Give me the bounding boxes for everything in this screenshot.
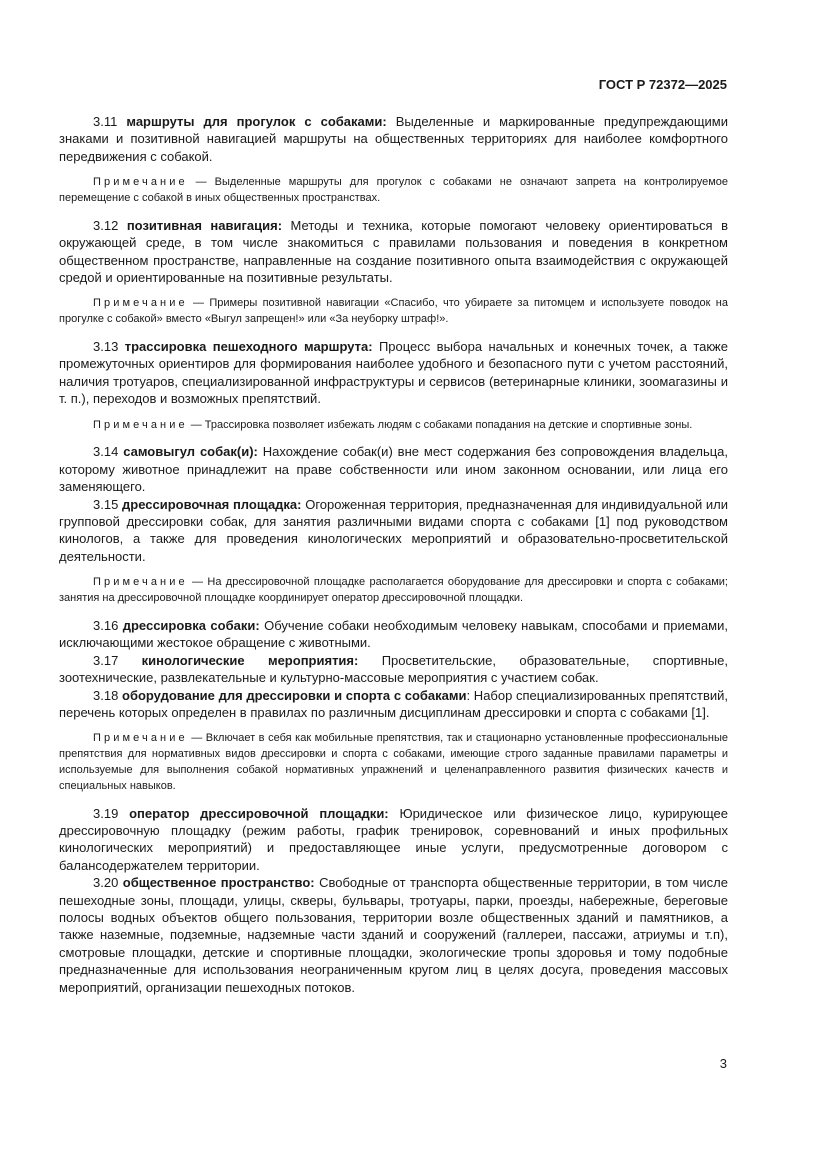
clause-number: 3.15 bbox=[93, 496, 119, 512]
definition-3-13 bbox=[59, 338, 728, 408]
clause-number: 3.12 bbox=[93, 217, 119, 233]
clause-number: 3.20 bbox=[93, 875, 119, 891]
definition-text: Обучение собаки необходимым человеку навыкам, способами и приемами, исключающими жестокое обращение с животными. bbox=[59, 617, 728, 651]
term: самовыгул собак(и): bbox=[123, 444, 258, 460]
clause-number: 3.18 bbox=[93, 687, 119, 703]
definition-text: : Набор специализированных препятствий, перечень которых определен в правилах по различным дисциплинам дрессировки и спорта с собаками [1]. bbox=[59, 687, 728, 720]
term: кинологические мероприятия: bbox=[141, 652, 359, 668]
term: дрессировка собаки: bbox=[122, 617, 260, 633]
note-text: — Выделенные маршруты для прогулок с собаками не означают запрета на контролируемое перемещение с собакой в иных общественных пространствах. bbox=[59, 176, 728, 205]
clause-number: 3.13 bbox=[93, 339, 119, 355]
note-3-12 bbox=[59, 296, 728, 328]
term: оборудование для дрессировки и спорта с собаками bbox=[122, 687, 467, 703]
clause-number: 3.16 bbox=[93, 617, 119, 633]
term: дрессировочная площадка: bbox=[122, 496, 302, 512]
document-body bbox=[59, 113, 728, 996]
term: оператор дрессировочной площадки: bbox=[129, 805, 389, 821]
note-3-15 bbox=[59, 575, 728, 607]
definition-text: Просветительские, образовательные, спортивные, зоотехнические, развлекательные и культурно-массовые мероприятия с участием собак. bbox=[59, 652, 728, 686]
definition-text: Процесс выбора начальных и конечных точек, а также промежуточных ориентиров для формирования наиболее удобного и безопасного пути с учетом расстояний, наличия тротуаров, специализированной инфраструктуры и сервисов (ветеринарные клиники, зоомагазины и т. п.), переходов и возможных препятствий. bbox=[59, 339, 728, 407]
note-text: — Включает в себя как мобильные препятствия, так и стационарно установленные профессиональные препятствия для нормативных видов дрессировки и спорта с собаками, имеющие строго заданные правилами параметры и используемые для выполнения собакой нормативных упражнений и целенаправленного развития физических качеств и специальных навыков. bbox=[59, 732, 728, 792]
definition-3-19 bbox=[59, 805, 728, 875]
definition-3-17 bbox=[59, 652, 728, 687]
note-label: Примечание bbox=[93, 576, 188, 589]
definition-3-16 bbox=[59, 617, 728, 652]
term: маршруты для прогулок с собаками: bbox=[126, 114, 387, 129]
note-text: — Трассировка позволяет избежать людям с собаками попадания на детские и спортивные зоны. bbox=[190, 418, 693, 431]
term: общественное пространство: bbox=[122, 875, 315, 891]
term: позитивная навигация: bbox=[126, 217, 283, 233]
note-text: — Примеры позитивной навигации «Спасибо, что убираете за питомцем и используете поводок на прогулке с собакой» вместо «Выгул запрещен!» или «За неуборку штраф!». bbox=[59, 297, 728, 326]
note-text: — На дрессировочной площадке располагается оборудование для дрессировки и спорта с собаками; занятия на дрессировочной площадке координирует оператор дрессировочной площадки. bbox=[59, 576, 728, 605]
note-label: Примечание bbox=[93, 732, 188, 745]
document-header: ГОСТ Р 72372—2025 bbox=[598, 77, 727, 92]
note-label: Примечание bbox=[93, 418, 188, 431]
term: трассировка пешеходного маршрута: bbox=[124, 339, 373, 355]
note-label: Примечание bbox=[93, 297, 188, 310]
clause-number: 3.11 bbox=[93, 114, 118, 129]
note-label: Примечание bbox=[93, 176, 188, 189]
note-3-11 bbox=[59, 175, 728, 207]
definition-3-12 bbox=[59, 217, 728, 287]
definition-3-11 bbox=[59, 113, 728, 165]
note-3-13 bbox=[59, 418, 728, 434]
clause-number: 3.19 bbox=[93, 805, 119, 821]
definition-3-14 bbox=[59, 443, 728, 495]
clause-number: 3.17 bbox=[93, 652, 119, 668]
definition-text: Методы и техника, которые помогают человеку ориентироваться в окружающей среде, в том числе знакомиться с правилами пользования и поведения в конкретном общественном пространстве, направленные на создание позитивного опыта взаимодействия с окружающей средой и ориентированные на позитивные результаты. bbox=[59, 217, 728, 286]
definition-text: Выделенные и маркированные предупреждающими знаками и позитивной навигацией маршруты на общественных территориях для наиболее комфортного передвижения с собакой. bbox=[59, 114, 728, 164]
page-number: 3 bbox=[719, 1056, 727, 1071]
definition-text: Свободные от транспорта общественные территории, в том числе пешеходные зоны, площади, улицы, скверы, бульвары, тротуары, парки, проезды, набережные, береговые полосы водных объектов общего пользования, территории возле общественных зданий и памятников, а также наземные, подземные, надземные части зданий и сооружений (галлереи, пассажи, атриумы и т.п), смотровые площадки, детские и спортивные площадки, экологические тропы здоровья и тому подобные предназначенные для использования неограниченным кругом лиц в целях досуга, проведения массовых мероприятий, организации пешеходных потоков. bbox=[59, 875, 728, 995]
note-3-18 bbox=[59, 731, 728, 794]
definition-3-18 bbox=[59, 687, 728, 722]
clause-number: 3.14 bbox=[93, 444, 119, 460]
definition-3-20 bbox=[59, 874, 728, 996]
definition-3-15 bbox=[59, 496, 728, 566]
definition-text: Юридическое или физическое лицо, курирующее дрессировочную площадку (режим работы, график тренировок, соревнований и иных профильных кинологических мероприятий) и предоставляющее иные услуги, предусмотренные договором с балансодержателем территории. bbox=[59, 805, 728, 873]
definition-text: Нахождение собак(и) вне мест содержания без сопровождения владельца, которому животное принадлежит на праве собственности или ином законном основании, или лица его заменяющего. bbox=[59, 444, 729, 495]
definition-text: Огороженная территория, предназначенная для индивидуальной или групповой дрессировки собак, для занятия различными видами спорта с собаками [1] под руководством кинологов, а также для проведения кинологических мероприятий и образовательно-просветительской деятельности. bbox=[59, 496, 729, 564]
